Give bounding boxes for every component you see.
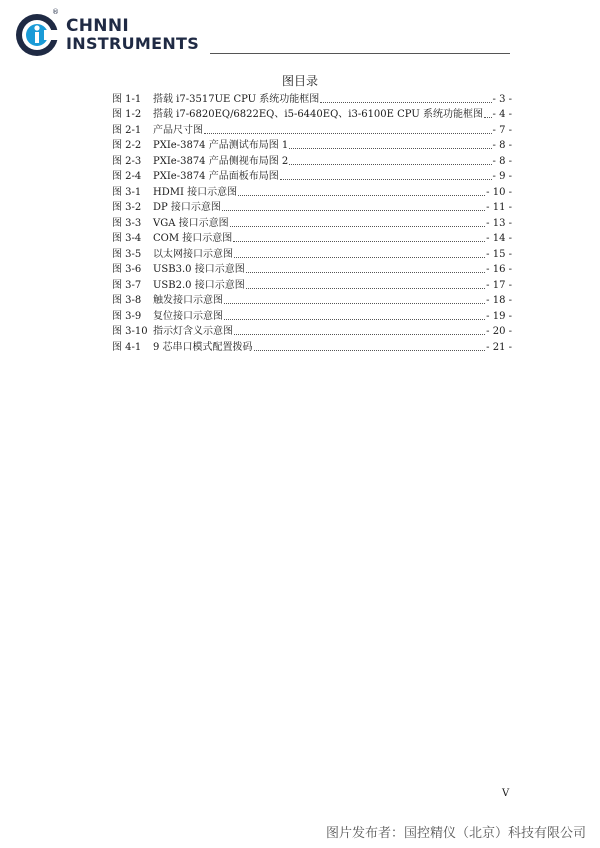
toc-leader-dots [224,319,485,320]
toc-entry-number: 图 4-1 [112,341,142,353]
toc-entry[interactable] [112,168,512,184]
toc-entry-number: 图 2-2 [112,140,142,151]
toc-entry-page: - 8 - [492,155,512,167]
toc-entry-number: 图 3-2 [112,202,142,213]
toc-entry-title: PXIe-3874 产品面板布局图 [153,171,279,182]
toc-entry-title: 以太网接口示意图 [153,248,233,260]
header-divider [210,53,510,54]
toc-entry-number: 图 2-4 [112,171,142,182]
toc-entry[interactable] [112,199,512,215]
toc-leader-dots [289,148,491,149]
brand-name: CHNNI [66,16,129,36]
toc-entry-page: - 11 - [486,202,512,213]
toc-entry[interactable] [112,323,512,339]
registered-mark: ® [52,8,59,16]
toc-leader-dots [484,117,492,118]
toc-entry-title: VGA 接口示意图 [153,217,229,229]
toc-leader-dots [238,195,485,196]
toc-entry[interactable] [112,121,512,137]
toc-leader-dots [204,133,492,134]
toc-leader-dots [224,303,485,304]
toc-entry[interactable] [112,230,512,246]
toc-leader-dots [289,164,491,165]
toc-entry[interactable] [112,214,512,230]
toc-entry-number: 图 3-10 [112,326,148,337]
toc-entry-number: 图 3-1 [112,186,142,198]
toc-entry-title: USB2.0 接口示意图 [153,279,245,291]
toc-entry-title: HDMI 接口示意图 [153,186,238,198]
toc-entry[interactable] [112,183,512,199]
toc-entry-title: 触发接口示意图 [153,295,223,306]
toc-entry-number: 图 1-1 [112,93,142,105]
toc-entry-page: - 18 - [486,295,512,306]
toc-entry-number: 图 3-3 [112,217,142,229]
toc-entry[interactable] [112,307,512,323]
toc-entry-page: - 8 - [492,140,512,151]
toc-entry[interactable] [112,137,512,153]
toc-leader-dots [234,334,485,335]
toc-entry-title: USB3.0 接口示意图 [153,264,245,275]
page-number: V [502,788,510,799]
toc-entry-page: - 17 - [486,279,512,291]
toc-entry-title: 产品尺寸图 [153,124,203,136]
toc-entry[interactable] [112,261,512,277]
toc-entry-number: 图 3-5 [112,248,142,260]
toc-entry-number: 图 2-1 [112,124,142,136]
toc-entry-number: 图 3-9 [112,310,142,322]
toc-entry[interactable] [112,106,512,122]
brand-subname: INSTRUMENTS [66,34,200,53]
toc-leader-dots [280,179,492,180]
toc-leader-dots [234,257,485,258]
toc-entry-number: 图 2-3 [112,155,142,167]
toc-entry-page: - 3 - [492,93,512,105]
toc-entry-page: - 14 - [486,233,512,244]
toc-leader-dots [233,241,485,242]
toc-leader-dots [320,102,491,103]
publisher-watermark: 图片发布者：国控精仪（北京）科技有限公司 [325,826,586,841]
toc-entry-title: 搭载 i7-6820EQ/6822EQ、i5-6440EQ、i3-6100E CPU 系统功能框图 [153,109,483,120]
toc-entry-title: 搭载 i7-3517UE CPU 系统功能框图 [153,93,320,105]
toc-entry-title: 9 芯串口模式配置拨码 [153,341,253,353]
toc-entry[interactable] [112,90,512,106]
toc-entry[interactable] [112,292,512,308]
toc-entry[interactable] [112,245,512,261]
toc-entry-page: - 20 - [486,326,512,337]
toc-entry-number: 图 1-2 [112,109,142,120]
toc-entry-page: - 7 - [492,124,512,136]
toc-entry-title: DP 接口示意图 [153,202,221,213]
toc-entry-page: - 21 - [486,341,512,353]
toc-leader-dots [246,272,485,273]
toc-entry-page: - 9 - [492,171,512,182]
toc-title: 图目录 [281,74,318,88]
toc-entry-title: COM 接口示意图 [153,233,233,244]
toc-entry-title: 复位接口示意图 [153,310,223,322]
toc-entry-number: 图 3-4 [112,233,142,244]
toc-entry-number: 图 3-8 [112,295,142,306]
toc-entry-title: 指示灯含义示意图 [153,326,233,337]
toc-entry-title: PXIe-3874 产品侧视布局图 2 [153,155,289,167]
toc-entry[interactable] [112,338,512,354]
toc-leader-dots [254,350,486,351]
toc-leader-dots [246,288,485,289]
toc-entry-page: - 10 - [486,186,512,198]
toc-leader-dots [222,210,485,211]
toc-entry-number: 图 3-7 [112,279,142,291]
toc-entry-page: - 13 - [486,217,512,229]
toc-entry-title: PXIe-3874 产品测试布局图 1 [153,140,289,151]
figure-list [112,90,512,354]
toc-entry-number: 图 3-6 [112,264,142,275]
chnni-logo-icon [14,12,60,58]
toc-entry-page: - 4 - [492,109,512,120]
toc-entry[interactable] [112,152,512,168]
toc-entry-page: - 16 - [486,264,512,275]
toc-entry[interactable] [112,276,512,292]
toc-entry-page: - 19 - [486,310,512,322]
toc-entry-page: - 15 - [486,248,512,260]
toc-leader-dots [230,226,486,227]
